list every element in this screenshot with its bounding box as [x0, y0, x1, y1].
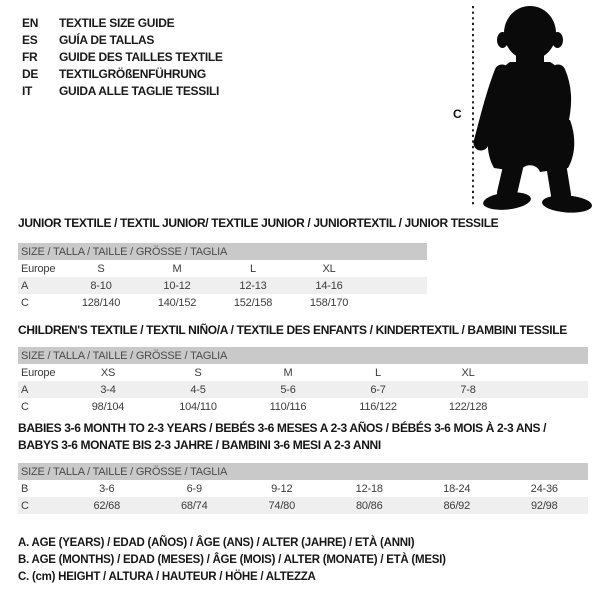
table-cell: 62/68: [93, 499, 121, 512]
section-title-junior: [18, 215, 498, 232]
table-babies: [18, 463, 588, 514]
table-cell: XL: [322, 262, 336, 275]
table-cell: M: [172, 262, 182, 275]
table-cell: XL: [461, 366, 475, 379]
legend-line: B. AGE (MONTHS) / EDAD (MESES) / ÂGE (MOIS) / ALTER (MONATE) / ETÀ (MESI): [18, 554, 446, 566]
table-cell: 158/170: [309, 296, 349, 309]
table-cell: 152/158: [233, 296, 273, 309]
table-cell: S: [97, 262, 105, 275]
table-cell: 9-12: [271, 482, 293, 495]
table-cell: L: [250, 262, 256, 275]
section-title-babies: [18, 420, 546, 454]
table-cell: 12-18: [355, 482, 383, 495]
table-cell: 12-13: [239, 279, 267, 292]
language-code: DE: [22, 66, 39, 81]
table-cell: 6-9: [186, 482, 202, 495]
row-label: C: [21, 296, 29, 309]
language-row: [22, 65, 223, 82]
section-title-children: [18, 322, 567, 339]
table-row: [18, 260, 427, 277]
table-cell: 86/92: [443, 499, 471, 512]
table-cell: XS: [100, 366, 116, 379]
size-header-bar: SIZE / TALLA / TAILLE / GRÖSSE / TAGLIA: [18, 243, 427, 260]
table-row: [18, 497, 588, 514]
table-cell: M: [283, 366, 293, 379]
language-code: IT: [22, 83, 33, 98]
language-row: [22, 48, 223, 65]
section-title-line: JUNIOR TEXTILE / TEXTIL JUNIOR/ TEXTILE JUNIOR / JUNIORTEXTIL / JUNIOR TESSILE: [18, 216, 499, 230]
language-code: EN: [22, 15, 39, 30]
table-cell: S: [194, 366, 202, 379]
language-title: GUIDE DES TAILLES TEXTILE: [59, 49, 223, 64]
table-cell: 24-36: [530, 482, 558, 495]
table-cell: 4-5: [190, 383, 206, 396]
table-cell: 74/80: [268, 499, 296, 512]
table-row: [18, 480, 588, 497]
row-label: A: [21, 383, 29, 396]
figure-area: [450, 0, 600, 215]
table-cell: 92/98: [530, 499, 558, 512]
legend-line: C. (cm) HEIGHT / ALTURA / HAUTEUR / HÖHE / ALTEZZA: [18, 571, 316, 583]
table-row: [18, 294, 427, 311]
table-cell: 5-6: [280, 383, 296, 396]
table-cell: 140/152: [157, 296, 197, 309]
row-label: Europe: [21, 366, 56, 379]
table-cell: 80/86: [355, 499, 383, 512]
row-label: C: [21, 400, 29, 413]
table-cell: 110/116: [269, 400, 307, 413]
language-row: [22, 14, 223, 31]
language-list: [22, 14, 223, 99]
table-row: [18, 398, 588, 415]
language-code: ES: [22, 32, 38, 47]
section-title-line: CHILDREN'S TEXTILE / TEXTIL NIÑO/A / TEXTILE DES ENFANTS / KINDERTEXTIL / BAMBINI TESSILE: [18, 323, 567, 337]
row-label: A: [21, 279, 29, 292]
legend-line: A. AGE (YEARS) / EDAD (AÑOS) / ÂGE (ANS) / ALTER (JAHRE) / ETÀ (ANNI): [18, 537, 415, 549]
baby-silhouette-icon: [450, 0, 600, 215]
table-cell: L: [375, 366, 381, 379]
table-cell: 3-4: [100, 383, 116, 396]
table-cell: 7-8: [460, 383, 476, 396]
table-cell: 98/104: [91, 400, 125, 413]
language-row: [22, 31, 223, 48]
language-row: [22, 82, 223, 99]
table-cell: 122/128: [448, 400, 488, 413]
language-title: TEXTILE SIZE GUIDE: [59, 15, 175, 30]
row-label: B: [21, 482, 29, 495]
table-cell: 6-7: [370, 383, 386, 396]
table-cell: 104/110: [179, 400, 217, 413]
table-children: [18, 347, 588, 415]
legend: [18, 535, 446, 586]
row-label: Europe: [21, 262, 56, 275]
table-cell: 68/74: [180, 499, 208, 512]
table-cell: 8-10: [90, 279, 112, 292]
section-title-line: BABIES 3-6 MONTH TO 2-3 YEARS / BEBÉS 3-6 MESES A 2-3 AÑOS / BÉBÉS 3-6 MOIS À 2-3 ANS /: [18, 421, 547, 435]
row-label: C: [21, 499, 29, 512]
height-measure-label: C: [453, 107, 462, 121]
language-title: TEXTILGRÖßENFÜHRUNG: [59, 66, 206, 81]
language-code: FR: [22, 49, 38, 64]
language-title: GUIDA ALLE TAGLIE TESSILI: [59, 83, 220, 98]
table-junior: [18, 243, 427, 311]
table-cell: 3-6: [99, 482, 115, 495]
size-header-bar: SIZE / TALLA / TAILLE / GRÖSSE / TAGLIA: [18, 347, 588, 364]
language-title: GUÍA DE TALLAS: [59, 32, 155, 47]
table-row: [18, 364, 588, 381]
table-cell: 116/122: [359, 400, 397, 413]
section-title-line: BABYS 3-6 MONATE BIS 2-3 JAHRE / BAMBINI 3-6 MESI A 2-3 ANNI: [18, 438, 381, 452]
size-header-bar: SIZE / TALLA / TAILLE / GRÖSSE / TAGLIA: [18, 463, 588, 480]
table-cell: 14-16: [315, 279, 343, 292]
table-cell: 128/140: [81, 296, 121, 309]
table-row: [18, 277, 427, 294]
table-row: [18, 381, 588, 398]
table-cell: 18-24: [443, 482, 471, 495]
table-cell: 10-12: [163, 279, 191, 292]
